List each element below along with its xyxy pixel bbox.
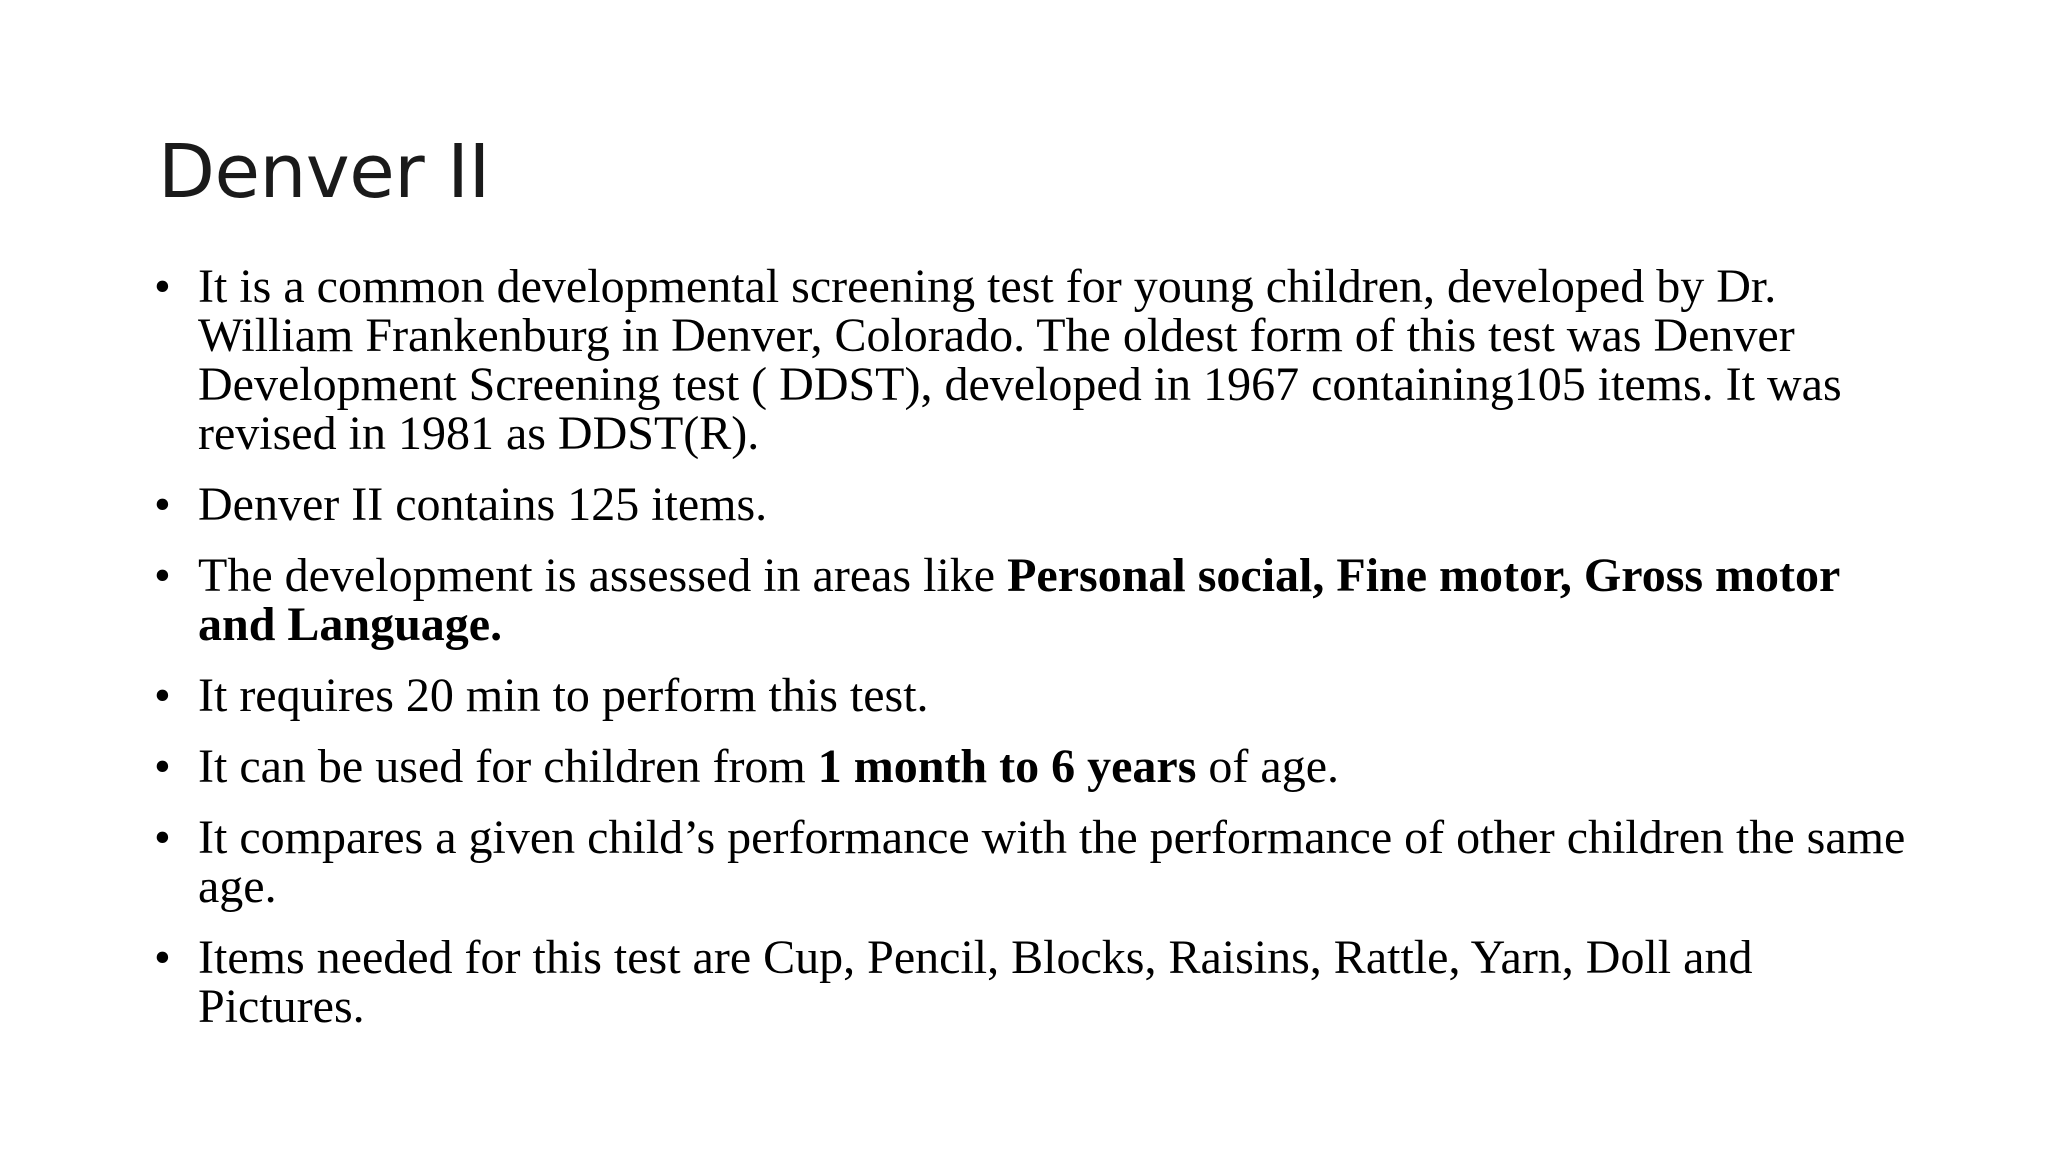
bullet-dot-icon: • bbox=[154, 669, 171, 722]
bullet-text-segment: It requires 20 min to perform this test. bbox=[198, 669, 929, 722]
bullet-bold-segment: Personal social, Fine motor, Gross motor and Language. bbox=[198, 549, 1840, 651]
bullet-dot-icon: • bbox=[154, 478, 171, 531]
bullet-item bbox=[150, 933, 1910, 1031]
bullet-list bbox=[150, 262, 1910, 1053]
bullet-item bbox=[150, 671, 1910, 720]
bullet-text-segment: Denver II contains 125 items. bbox=[198, 478, 768, 531]
bullet-text-segment: of age. bbox=[1196, 740, 1339, 793]
bullet-item bbox=[150, 813, 1910, 911]
bullet-bold-segment: 1 month to 6 years bbox=[817, 740, 1197, 793]
bullet-dot-icon: • bbox=[154, 811, 171, 864]
bullet-item bbox=[150, 742, 1910, 791]
slide-title: Denver II bbox=[158, 129, 490, 215]
bullet-text bbox=[198, 669, 929, 722]
bullet-text bbox=[198, 549, 1839, 651]
bullet-text bbox=[198, 260, 1842, 460]
bullet-text bbox=[198, 478, 767, 531]
bullet-text-segment: It is a common developmental screening test for young children, developed by Dr. William Frankenburg in Denver, Colorado. The oldest form of this test was Denver Development Screening test ( DDST), developed in 1967 containing105 items. It was revised in 1981 as DDST(R). bbox=[198, 260, 1842, 460]
bullet-text-segment: It compares a given child’s performance with the performance of other children the same age. bbox=[198, 811, 1906, 913]
bullet-text-segment: It can be used for children from bbox=[198, 740, 818, 793]
bullet-text-segment: Items needed for this test are Cup, Pencil, Blocks, Raisins, Rattle, Yarn, Doll and Pictures. bbox=[198, 931, 1753, 1033]
bullet-dot-icon: • bbox=[154, 549, 171, 602]
bullet-dot-icon: • bbox=[154, 740, 171, 793]
bullet-text bbox=[198, 740, 1339, 793]
bullet-item bbox=[150, 551, 1910, 649]
bullet-text-segment: The development is assessed in areas like bbox=[198, 549, 1008, 602]
bullet-dot-icon: • bbox=[154, 260, 171, 313]
bullet-text bbox=[198, 931, 1752, 1033]
bullet-dot-icon: • bbox=[154, 931, 171, 984]
bullet-text bbox=[198, 811, 1905, 913]
bullet-item bbox=[150, 262, 1910, 458]
bullet-item bbox=[150, 480, 1910, 529]
